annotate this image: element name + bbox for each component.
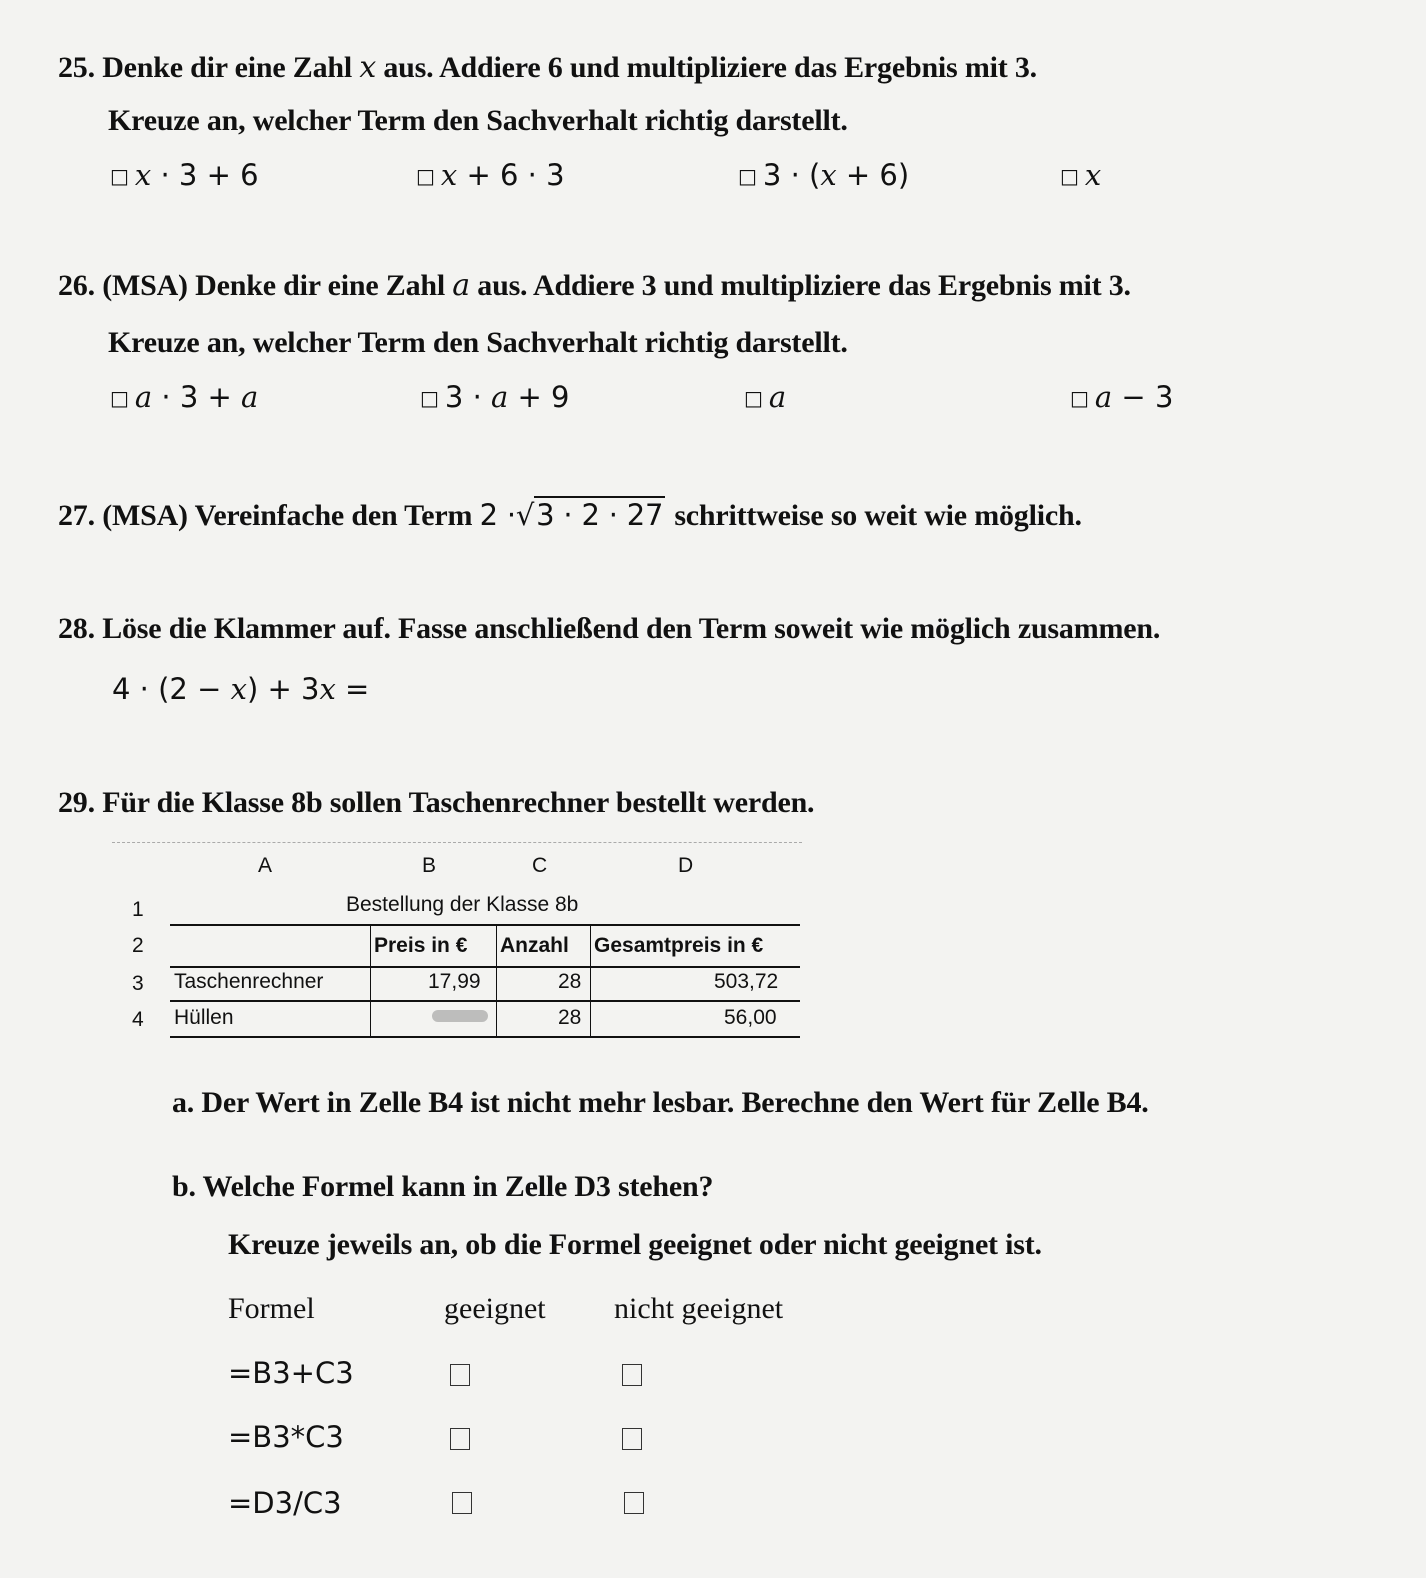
table-header-formula: Formel [228, 1292, 315, 1325]
checkbox-icon[interactable]: □ [416, 164, 435, 188]
sqrt-icon: √3 · 2 · 27 [515, 498, 664, 532]
formula-2: =B3*C3 [228, 1420, 344, 1454]
q28-expression [112, 672, 369, 706]
column-header-b: B [422, 854, 437, 877]
cell-b4-smudge [432, 1010, 488, 1022]
table-header-not-suitable: nicht geeignet [614, 1292, 784, 1325]
q25-option-3[interactable] [738, 158, 909, 192]
row-header-3: 3 [132, 972, 144, 995]
q29-part-a: a. Der Wert in Zelle B4 ist nicht mehr lesbar. Berechne den Wert für Zelle B4. [172, 1086, 1149, 1119]
q27-heading [58, 498, 1082, 533]
formula-3-not-suitable-checkbox[interactable] [624, 1492, 644, 1514]
q25-instruction: Kreuze an, welcher Term den Sachverhalt richtig darstellt. [108, 104, 848, 137]
formula-3-suitable-checkbox[interactable] [452, 1492, 472, 1514]
spreadsheet [112, 842, 812, 1042]
q26-instruction: Kreuze an, welcher Term den Sachverhalt richtig darstellt. [108, 326, 848, 359]
row3-underline [170, 1000, 800, 1002]
q29-part-b: b. Welche Formel kann in Zelle D3 stehen? [172, 1170, 714, 1203]
cell-b3: 17,99 [428, 970, 481, 993]
header-price: Preis in € [374, 934, 468, 957]
sheet-title: Bestellung der Klasse 8b [346, 893, 579, 916]
formula-1-suitable-checkbox[interactable] [450, 1364, 470, 1386]
grid-line-c [496, 926, 497, 1036]
header-underline [170, 966, 800, 968]
row-header-1: 1 [132, 898, 144, 921]
checkbox-icon[interactable]: □ [1070, 386, 1089, 410]
q27-radicand: 3 · 2 · 27 [536, 498, 664, 532]
header-total: Gesamtpreis in € [594, 934, 764, 957]
q26-option-2[interactable] [420, 380, 570, 414]
q25-option-3-label: 3 · (x + 6) [762, 158, 910, 192]
q26-option-4[interactable] [1070, 380, 1173, 414]
q26-heading-text: 26. (MSA) Denke dir eine Zahl a aus. Addiere 3 und multipliziere das Ergebnis mit 3. [58, 268, 1131, 303]
checkbox-icon[interactable]: □ [110, 164, 129, 188]
cell-c3: 28 [558, 970, 582, 993]
q25-option-2-label: x + 6 · 3 [440, 158, 565, 192]
row-header-2: 2 [132, 934, 144, 957]
q25-heading-text: 25. Denke dir eine Zahl x aus. Addiere 6 und multipliziere das Ergebnis mit 3. [58, 50, 1037, 85]
formula-1: =B3+C3 [228, 1356, 354, 1390]
q26-option-3-label: a [768, 380, 787, 414]
checkbox-icon[interactable]: □ [744, 386, 763, 410]
checkbox-icon[interactable]: □ [1060, 164, 1079, 188]
formula-2-not-suitable-checkbox[interactable] [622, 1428, 642, 1450]
q27-term [480, 498, 675, 532]
cell-d3: 503,72 [714, 970, 779, 993]
formula-2-suitable-checkbox[interactable] [450, 1428, 470, 1450]
q25-option-1[interactable] [110, 158, 259, 192]
cell-c4: 28 [558, 1006, 582, 1029]
title-underline [170, 924, 800, 926]
sheet-top-border [112, 842, 802, 843]
q26-option-4-label: a − 3 [1094, 380, 1174, 414]
grid-line-b [370, 926, 371, 1036]
q29-heading: 29. Für die Klasse 8b sollen Taschenrechner bestellt werden. [58, 786, 815, 819]
q25-option-4-label: x [1084, 158, 1102, 192]
q26-heading [58, 268, 1131, 303]
q25-option-2[interactable] [416, 158, 565, 192]
cell-a4: Hüllen [174, 1006, 234, 1029]
header-count: Anzahl [500, 934, 569, 957]
q26-option-1[interactable] [110, 380, 258, 414]
q27-suffix: schrittweise so weit wie möglich. [674, 499, 1082, 532]
q26-option-1-label: a · 3 + a [134, 380, 259, 414]
column-header-d: D [678, 854, 694, 877]
cell-a3: Taschenrechner [174, 970, 324, 993]
row4-underline [170, 1036, 800, 1038]
cell-d4: 56,00 [724, 1006, 777, 1029]
formula-1-not-suitable-checkbox[interactable] [622, 1364, 642, 1386]
q25-option-1-label: x · 3 + 6 [134, 158, 259, 192]
checkbox-icon[interactable]: □ [420, 386, 439, 410]
q28-expression-text: 4 · (2 − x) + 3x = [112, 672, 370, 706]
formula-3: =D3/C3 [228, 1486, 342, 1520]
checkbox-icon[interactable]: □ [110, 386, 129, 410]
q26-option-3[interactable] [744, 380, 786, 414]
column-header-c: C [532, 854, 548, 877]
column-header-a: A [258, 854, 273, 877]
q27-term-factor: 2 · [479, 498, 516, 532]
row-header-4: 4 [132, 1008, 144, 1031]
checkbox-icon[interactable]: □ [738, 164, 757, 188]
q26-option-2-label: 3 · a + 9 [444, 380, 570, 414]
table-header-suitable: geeignet [444, 1292, 546, 1325]
q29-part-b-instruction: Kreuze jeweils an, ob die Formel geeignet oder nicht geeignet ist. [228, 1228, 1042, 1261]
grid-line-d [590, 926, 591, 1036]
q27-prefix: 27. (MSA) Vereinfache den Term [58, 499, 473, 532]
q28-heading: 28. Löse die Klammer auf. Fasse anschließend den Term soweit wie möglich zusammen. [58, 612, 1161, 645]
q25-option-4[interactable] [1060, 158, 1101, 192]
q25-heading [58, 50, 1037, 85]
